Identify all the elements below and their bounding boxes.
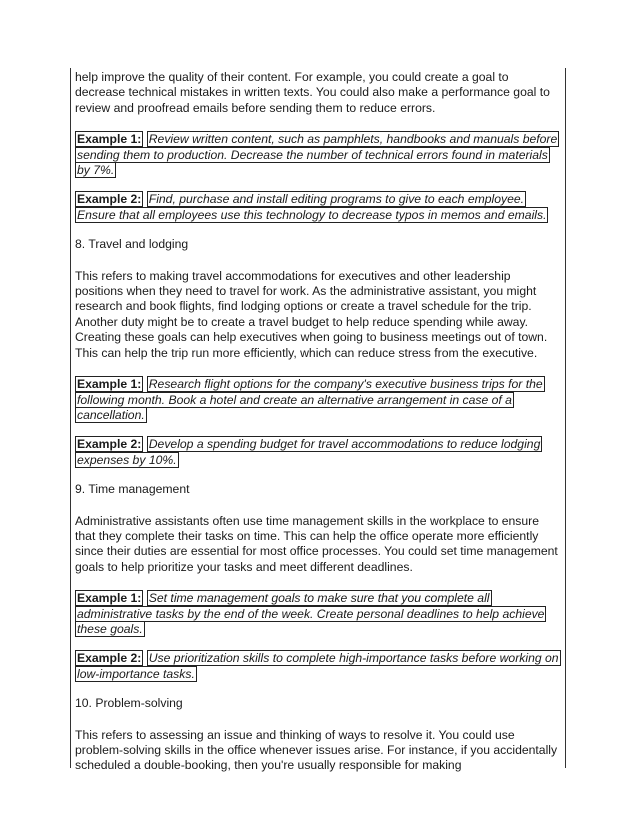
section-heading-travel: 8. Travel and lodging <box>75 237 189 252</box>
time-paragraph: Administrative assistants often use time management skills in the workplace to ensure that they complete their tasks on time. This can help the office operate more efficiently since their duties are essential for most office processes. You could set time management goals to help prioritize your tasks and meet different deadlines. <box>75 513 558 574</box>
document-body <box>75 70 561 790</box>
example-text: Find, purchase and install editing programs to give to each employee. Ensure that all employees use this technology to decrease typos in memos and emails. <box>77 192 547 222</box>
example-label: Example 2: <box>77 437 142 452</box>
example-label: Example 1: <box>77 591 142 606</box>
example-writing-1 <box>75 132 561 178</box>
example-label: Example 2: <box>77 651 142 666</box>
example-text: Review written content, such as pamphlets, handbooks and manuals before sending them to production. Decrease the number of technical errors found in materials by 7%. <box>77 132 558 178</box>
example-travel-1 <box>75 377 561 423</box>
problem-paragraph: This refers to assessing an issue and thinking of ways to resolve it. You could use problem-solving skills in the office whenever issues arise. For instance, if you accidentally scheduled a double-booking, then you're usually responsible for making <box>75 727 558 773</box>
example-label: Example 1: <box>77 132 142 147</box>
example-time-2 <box>75 651 561 682</box>
example-time-1 <box>75 591 561 637</box>
intro-paragraph: help improve the quality of their content. For example, you could create a goal to decrease technical mistakes in written texts. You could also make a performance goal to review and proofread emails before sending them to reduce errors. <box>75 70 550 115</box>
example-writing-2 <box>75 192 561 223</box>
example-travel-2 <box>75 437 561 468</box>
example-label: Example 1: <box>77 377 142 392</box>
left-margin-rule <box>70 68 71 768</box>
travel-paragraph: This refers to making travel accommodations for executives and other leadership positions when they need to travel for work. As the administrative assistant, you might research and book flights, find lodging options or create a travel schedule for the trip. Another duty might be to create a travel budget to help reduce spending while away. Creating these goals can help executives when going to business meetings out of town. This can help the trip run more efficiently, which can reduce stress from the executive. <box>75 268 548 360</box>
right-margin-rule <box>565 68 566 768</box>
example-text: Develop a spending budget for travel accommodations to reduce lodging expenses by 10%. <box>77 437 541 467</box>
section-heading-problem: 10. Problem-solving <box>75 696 183 711</box>
example-text: Research flight options for the company's executive business trips for the following month. Book a hotel and create an alternative arrangement in case of a cancellation. <box>77 377 543 422</box>
example-text: Set time management goals to make sure that you complete all administrative tasks by the end of the week. Create personal deadlines to help achieve these goals. <box>77 591 545 636</box>
section-heading-time: 9. Time management <box>75 482 190 497</box>
example-label: Example 2: <box>77 192 142 207</box>
example-text: Use prioritization skills to complete high-importance tasks before working on low-importance tasks. <box>77 651 559 681</box>
